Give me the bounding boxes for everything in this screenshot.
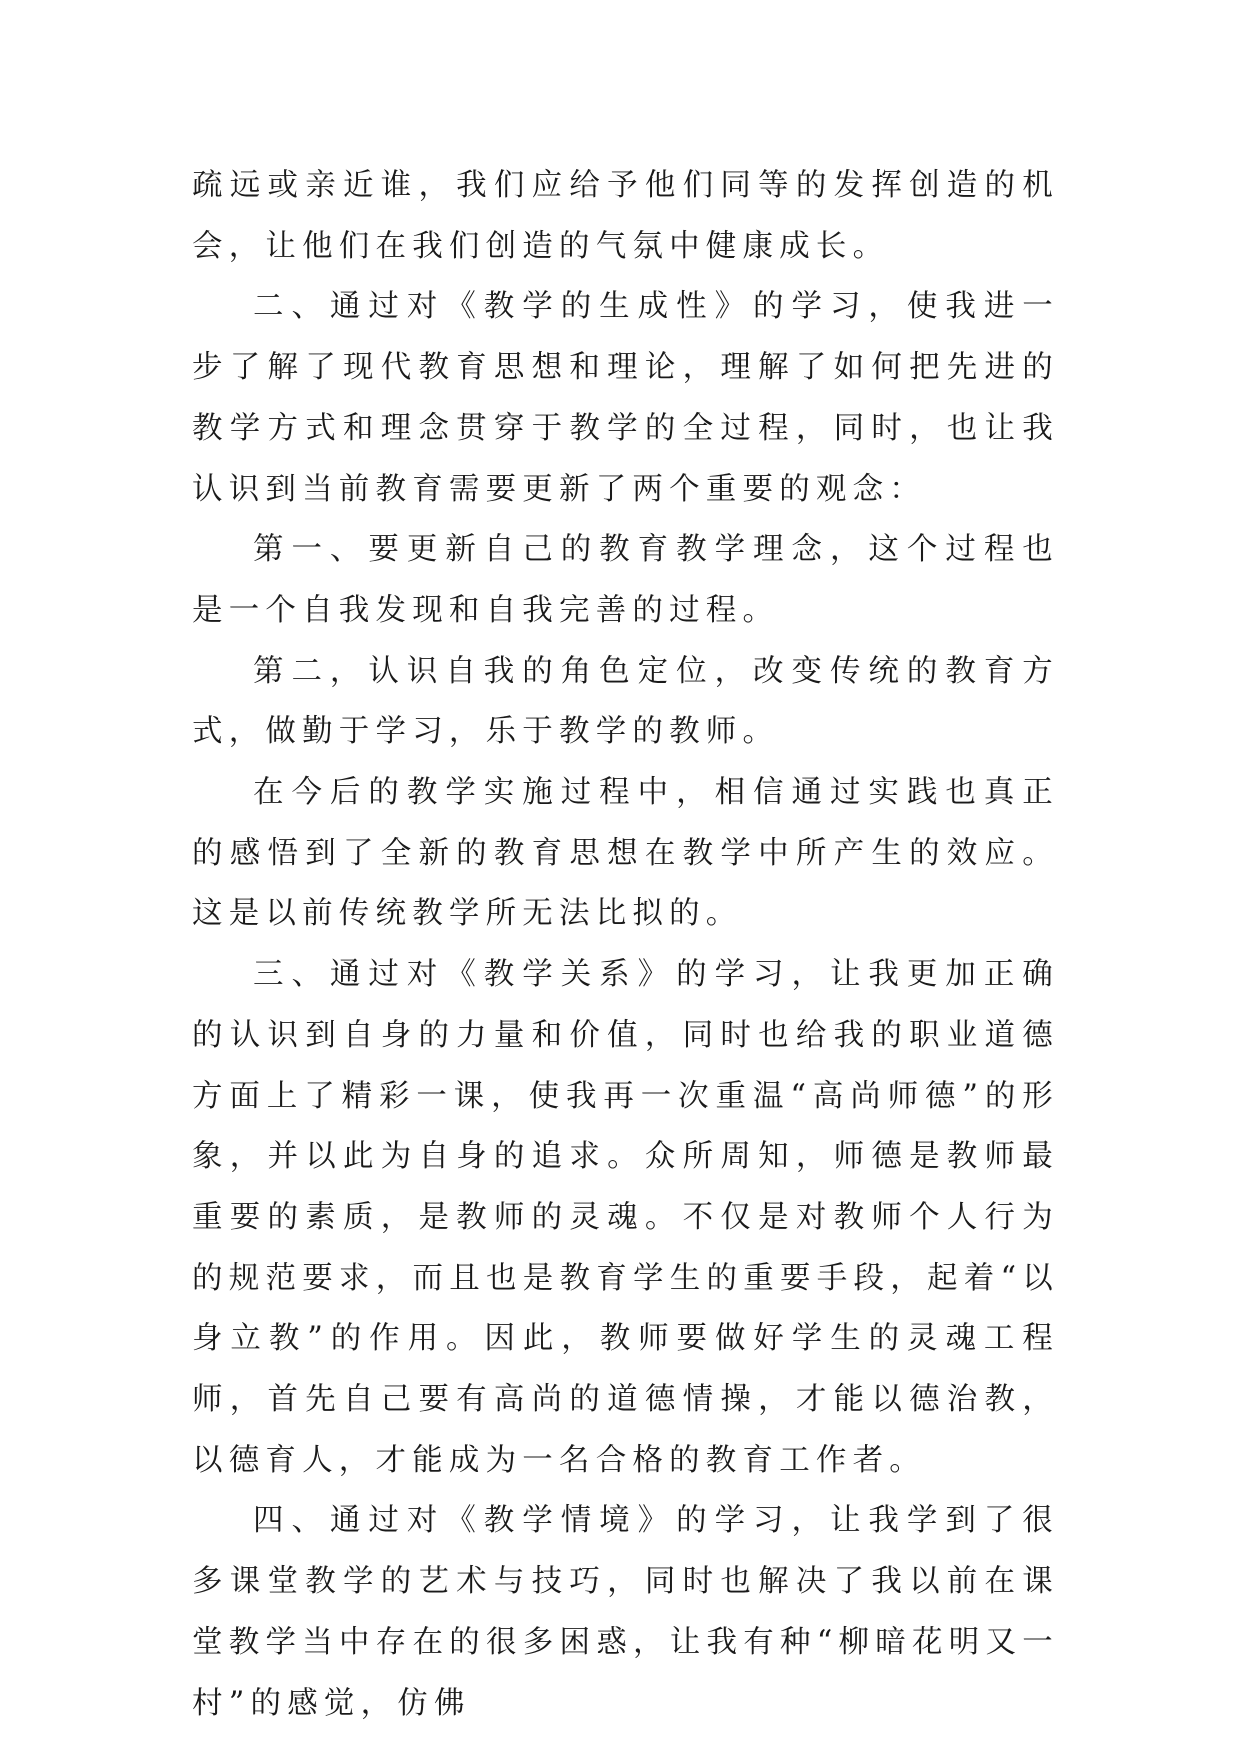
paragraph-2: 二、通过对《教学的生成性》的学习，使我进一步了解了现代教育思想和理论，理解了如何把先进的教学方式和理念贯穿于教学的全过程，同时，也让我认识到当前教育需要更新了两个重要的观念： bbox=[192, 289, 1059, 507]
paragraph-7: 四、通过对《教学情境》的学习，让我学到了很多课堂教学的艺术与技巧，同时也解决了我以前在课堂教学当中存在的很多困惑，让我有种“柳暗花明又一村”的感觉，仿佛 bbox=[192, 1503, 1059, 1721]
paragraph-4: 第二，认识自我的角色定位，改变传统的教育方式，做勤于学习，乐于教学的教师。 bbox=[192, 653, 1059, 750]
paragraph-5: 在今后的教学实施过程中，相信通过实践也真正的感悟到了全新的教育思想在教学中所产生的效应。这是以前传统教学所无法比拟的。 bbox=[192, 775, 1059, 932]
paragraph-6: 三、通过对《教学关系》的学习，让我更加正确的认识到自身的力量和价值，同时也给我的职业道德方面上了精彩一课，使我再一次重温“高尚师德”的形象，并以此为自身的追求。众所周知，师德是教师最重要的素质，是教师的灵魂。不仅是对教师个人行为的规范要求，而且也是教育学生的重要手段，起着“以身立教”的作用。因此，教师要做好学生的灵魂工程师，首先自己要有高尚的道德情操，才能以德治教，以德育人，才能成为一名合格的教育工作者。 bbox=[192, 957, 1059, 1478]
paragraph-1: 疏远或亲近谁，我们应给予他们同等的发挥创造的机会，让他们在我们创造的气氛中健康成长。 bbox=[192, 168, 1059, 264]
paragraph-3: 第一、要更新自己的教育教学理念，这个过程也是一个自我发现和自我完善的过程。 bbox=[192, 532, 1059, 628]
document-body bbox=[192, 156, 1059, 1734]
